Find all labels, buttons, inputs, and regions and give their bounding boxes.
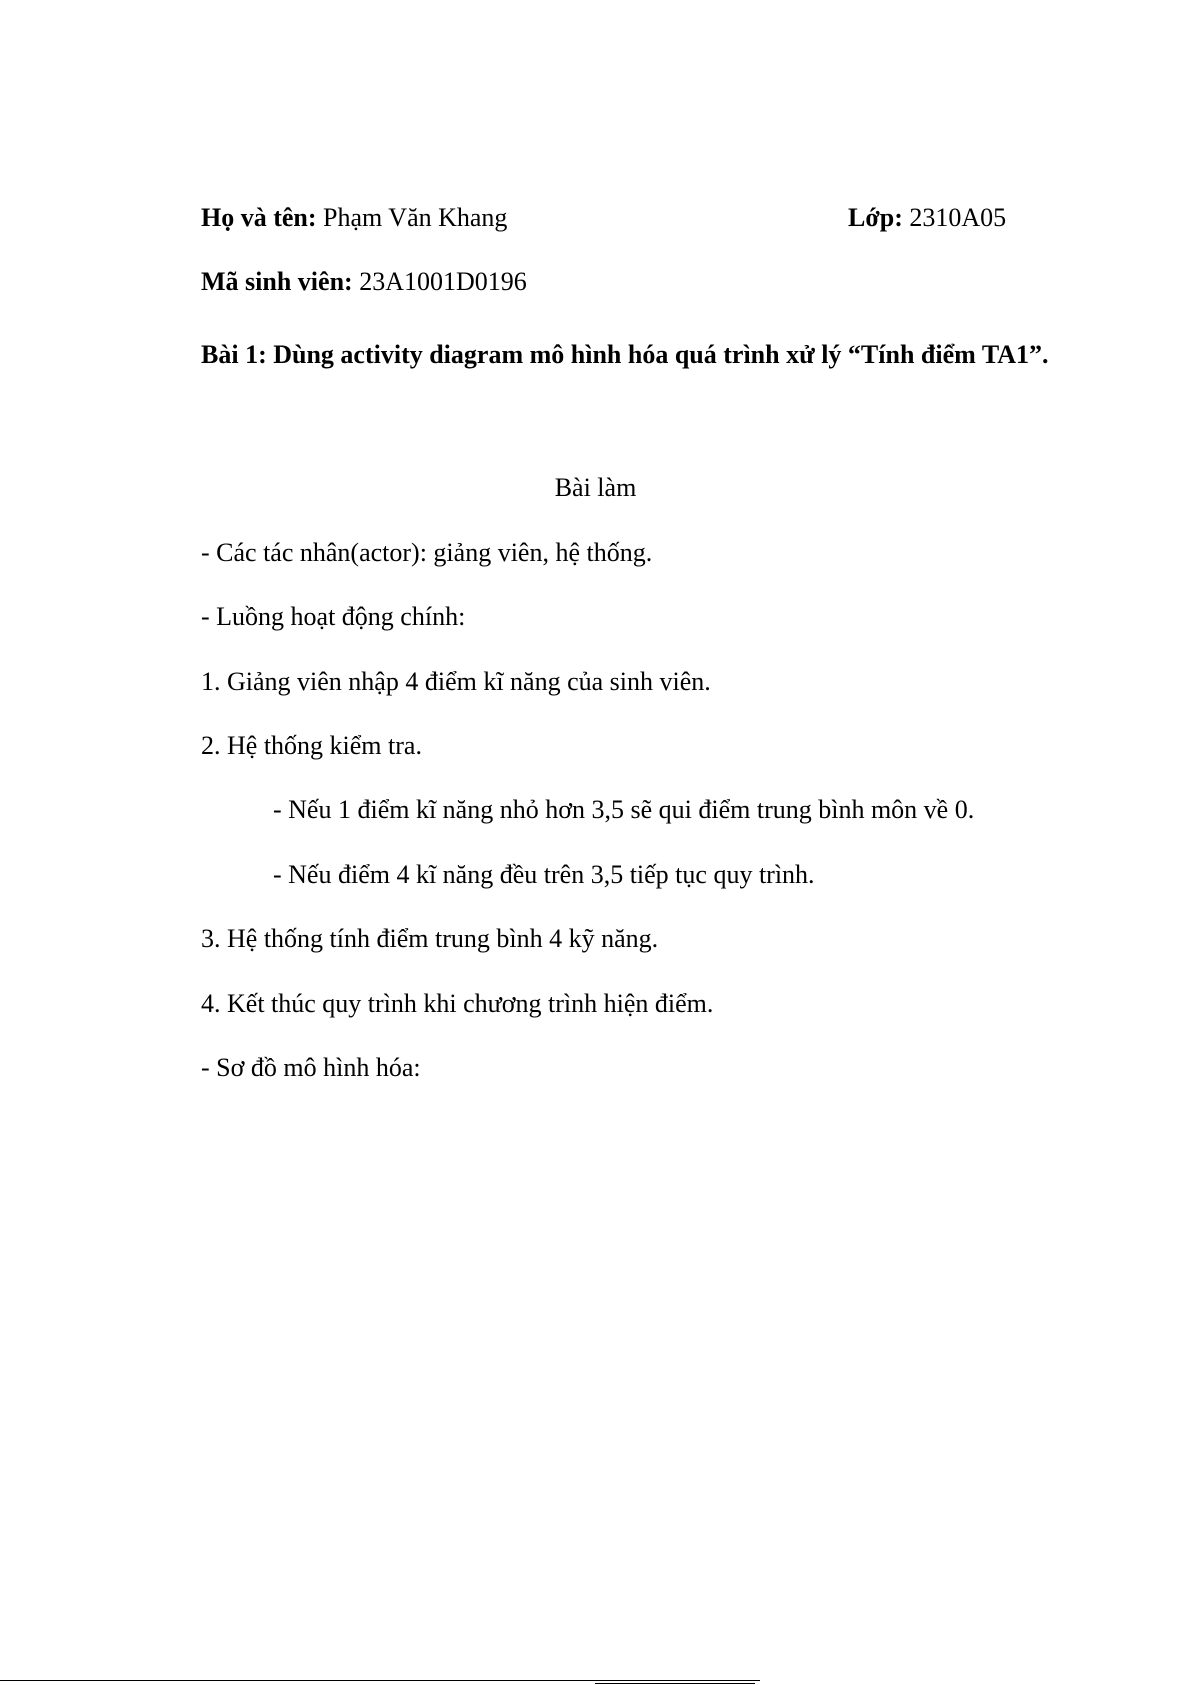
student-name-line xyxy=(201,202,507,234)
student-id-value: 23A1001D0196 xyxy=(352,267,527,296)
student-id-label: Mã sinh viên: xyxy=(201,267,353,296)
step-2-line: 2. Hệ thống kiểm tra. xyxy=(201,731,422,760)
student-name-value: Phạm Văn Khang xyxy=(316,203,508,232)
assignment-title: Bài 1: Dùng activity diagram mô hình hóa quá trình xử lý “Tính điểm TA1”. xyxy=(201,340,1049,369)
page-bottom-rule-secondary xyxy=(595,1683,755,1684)
step-1-line: 1. Giảng viên nhập 4 điểm kĩ năng của sinh viên. xyxy=(201,667,711,696)
page-bottom-rule xyxy=(0,1680,760,1681)
class-label: Lớp: xyxy=(848,203,903,232)
student-name-label: Họ và tên: xyxy=(201,203,317,232)
section-heading: Bài làm xyxy=(554,473,637,502)
class-line xyxy=(848,202,1006,234)
step-2-condition-b: - Nếu điểm 4 kĩ năng đều trên 3,5 tiếp tục quy trình. xyxy=(273,860,815,889)
step-3-line: 3. Hệ thống tính điểm trung bình 4 kỹ năng. xyxy=(201,924,659,953)
class-value: 2310A05 xyxy=(902,203,1007,232)
student-id-line xyxy=(201,266,527,298)
diagram-line: - Sơ đồ mô hình hóa: xyxy=(201,1053,421,1082)
step-4-line: 4. Kết thúc quy trình khi chương trình hiện điểm. xyxy=(201,989,714,1018)
step-2-condition-a: - Nếu 1 điểm kĩ năng nhỏ hơn 3,5 sẽ qui điểm trung bình môn về 0. xyxy=(273,795,975,824)
main-flow-line: - Luồng hoạt động chính: xyxy=(201,602,466,631)
actors-line: - Các tác nhân(actor): giảng viên, hệ thống. xyxy=(201,538,653,567)
